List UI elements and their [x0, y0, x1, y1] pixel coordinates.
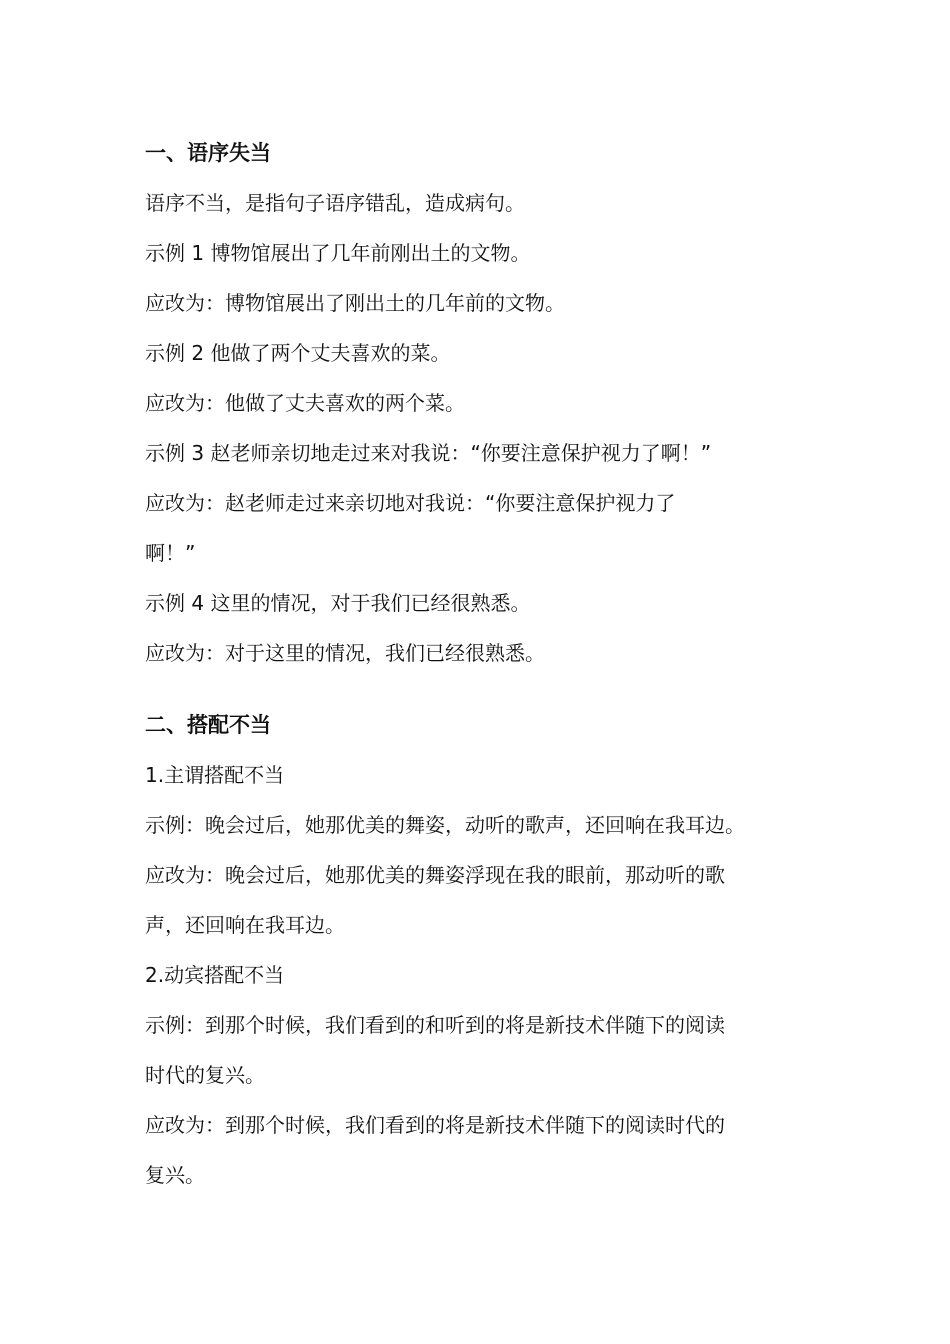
paragraph-line: 示例 4 这里的情况，对于我们已经很熟悉。: [145, 591, 531, 615]
paragraph-line: 1.主谓搭配不当: [145, 763, 285, 787]
section-collocation: [145, 700, 825, 1200]
paragraph-line: 示例 3 赵老师亲切地走过来对我说：“你要注意保护视力了啊！”: [145, 441, 712, 465]
paragraph-line: 声，还回响在我耳边。: [145, 913, 345, 937]
paragraph-line: 应改为：对于这里的情况，我们已经很熟悉。: [145, 641, 545, 665]
paragraph-line: 语序不当，是指句子语序错乱，造成病句。: [145, 191, 525, 215]
section-heading: 二、搭配不当: [145, 713, 271, 737]
section-spacer: [145, 678, 825, 700]
paragraph-line: 应改为：他做了丈夫喜欢的两个菜。: [145, 391, 465, 415]
paragraph-line: 应改为：赵老师走过来亲切地对我说：“你要注意保护视力了: [145, 491, 676, 515]
section-word-order: [145, 128, 825, 678]
paragraph-line: 示例 1 博物馆展出了几年前刚出土的文物。: [145, 241, 531, 265]
paragraph-line: 应改为：晚会过后，她那优美的舞姿浮现在我的眼前，那动听的歌: [145, 863, 725, 887]
paragraph-line: 示例 2 他做了两个丈夫喜欢的菜。: [145, 341, 451, 365]
paragraph-line: 示例：晚会过后，她那优美的舞姿，动听的歌声，还回响在我耳边。: [145, 813, 745, 837]
paragraph-line: 啊！”: [145, 541, 196, 565]
paragraph-line: 2.动宾搭配不当: [145, 963, 285, 987]
paragraph-line: 示例：到那个时候，我们看到的和听到的将是新技术伴随下的阅读: [145, 1013, 725, 1037]
document-page: [145, 128, 825, 1200]
paragraph-line: 应改为：博物馆展出了刚出土的几年前的文物。: [145, 291, 565, 315]
paragraph-line: 时代的复兴。: [145, 1063, 265, 1087]
paragraph-line: 应改为：到那个时候，我们看到的将是新技术伴随下的阅读时代的: [145, 1113, 725, 1137]
paragraph-line: 复兴。: [145, 1163, 205, 1187]
section-heading: 一、语序失当: [145, 141, 271, 165]
